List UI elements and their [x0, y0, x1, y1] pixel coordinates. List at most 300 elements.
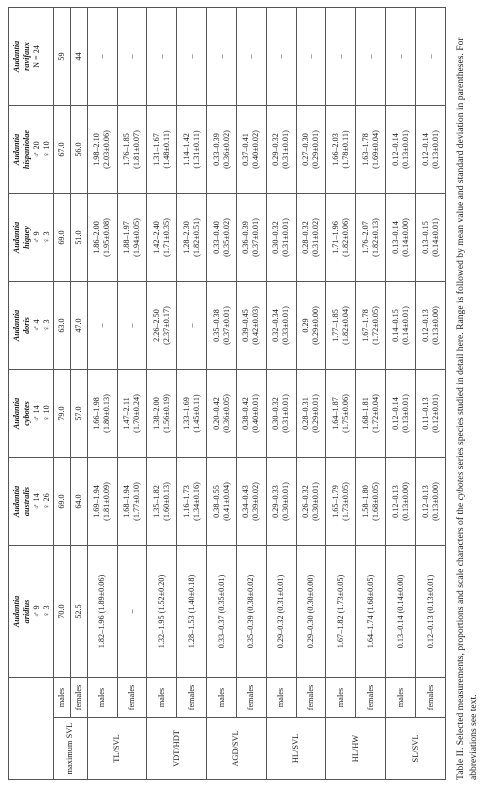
- cell-range: 0.33–0.37 (0.35±0.01): [216, 574, 226, 649]
- cell-range: 64.0: [73, 494, 83, 509]
- cell-range: 0.12–0.14: [390, 133, 400, 166]
- table-cell: [416, 282, 446, 370]
- table-cell: [296, 370, 326, 458]
- table-row: [236, 8, 266, 780]
- table-cell: [416, 546, 446, 678]
- cell-range: 0.12–0.14: [420, 133, 430, 166]
- cell-range: 79.0: [56, 406, 66, 421]
- table-cell: [70, 370, 87, 458]
- cell-mean: (0.13±0.00): [400, 482, 410, 521]
- cell-range: –: [186, 323, 196, 328]
- cell-mean: (1.81±0.07): [131, 130, 141, 169]
- table-cell: [147, 370, 177, 458]
- table-row: [147, 8, 177, 780]
- cell-mean: (0.30±0.01): [311, 482, 321, 521]
- sex-label: females: [117, 678, 147, 718]
- cell-range: 0.13–0.14: [390, 221, 400, 254]
- sex-label: females: [296, 678, 326, 718]
- cell-range: 0.12–0.13: [390, 485, 400, 518]
- table-cell: [177, 194, 207, 282]
- cell-range: –: [335, 54, 345, 59]
- table-cell: [386, 546, 416, 678]
- cell-range: 0.35–0.39 (0.38±0.02): [246, 574, 256, 649]
- table-cell: [266, 370, 296, 458]
- cell-mean: (2.37±0.17): [161, 306, 171, 345]
- cell-mean: (1.94±0.05): [131, 218, 141, 257]
- table-cell: [356, 8, 386, 106]
- table-row: [386, 8, 416, 780]
- table-cell: [296, 8, 326, 106]
- cell-mean: (1.48±0.11): [161, 130, 171, 169]
- table-cell: [326, 8, 356, 106]
- cell-mean: (1.95±0.08): [102, 218, 112, 257]
- table-cell: [416, 194, 446, 282]
- species-name: australis: [22, 486, 31, 517]
- sex-label: females: [236, 678, 266, 718]
- species-header: [9, 370, 54, 458]
- cell-range: 0.29: [301, 318, 311, 333]
- cell-range: 0.12–0.13 (0.13±0.01): [425, 574, 435, 649]
- table-row: [266, 8, 296, 780]
- cell-range: –: [276, 54, 286, 59]
- cell-range: –: [126, 323, 136, 328]
- table-cell: [386, 370, 416, 458]
- table-row: [207, 8, 237, 780]
- cell-range: 0.12–0.13: [420, 309, 430, 342]
- measurement-label: VDT/HDT: [147, 718, 207, 780]
- table-cell: [356, 458, 386, 546]
- cell-mean: (1.75±0.06): [340, 394, 350, 433]
- cell-range: 0.29–0.30 (0.30±0.00): [306, 574, 316, 649]
- measurement-label: HL/HW: [326, 718, 386, 780]
- species-genus: Audantia: [12, 595, 21, 628]
- cell-mean: (0.14±0.00): [400, 218, 410, 257]
- table-cell: [296, 106, 326, 194]
- table-cell: [296, 194, 326, 282]
- cell-range: 1.67–1.78: [360, 309, 370, 342]
- cell-range: 59: [56, 52, 66, 61]
- cell-mean: (0.31±0.01): [281, 394, 291, 433]
- table-row: [54, 8, 71, 780]
- table-cell: [207, 282, 237, 370]
- species-name: cybotes: [22, 401, 31, 426]
- table-cell: [416, 370, 446, 458]
- table-cell: [296, 458, 326, 546]
- cell-range: 1.64–1.74 (1.68±0.05): [365, 574, 375, 649]
- sex-label: males: [54, 678, 71, 718]
- cell-mean: (1.70±0.24): [131, 394, 141, 433]
- sex-label: males: [87, 678, 117, 718]
- cell-mean: (0.14±0.01): [430, 218, 440, 257]
- sex-label: males: [147, 678, 177, 718]
- table-row: [296, 8, 326, 780]
- cell-mean: (1.80±0.13): [102, 394, 112, 433]
- table-cell: [266, 106, 296, 194]
- cell-range: 1.65–1.79: [330, 485, 340, 518]
- table-cell: [147, 106, 177, 194]
- species-females: ♀ 10: [42, 141, 51, 158]
- cell-range: 1.28–2.30: [181, 221, 191, 254]
- species-header: [9, 8, 54, 106]
- table-cell: [386, 106, 416, 194]
- table-cell: [177, 8, 207, 106]
- cell-range: 1.35–1.82: [151, 485, 161, 518]
- cell-range: –: [365, 54, 375, 59]
- cell-range: 0.34–0.43: [241, 485, 251, 518]
- cell-range: 0.33–0.39: [211, 133, 221, 166]
- table-cell: [147, 282, 177, 370]
- table-row: [356, 8, 386, 780]
- cell-range: 44: [73, 52, 83, 61]
- species-name: doris: [22, 317, 31, 334]
- table-cell: [54, 194, 71, 282]
- table-cell: [356, 194, 386, 282]
- cell-mean: (0.29±0.01): [311, 130, 321, 169]
- table-cell: [236, 8, 266, 106]
- table-cell: [356, 106, 386, 194]
- cell-mean: (0.13±0.01): [400, 394, 410, 433]
- table-cell: [87, 458, 117, 546]
- table-cell: [356, 546, 386, 678]
- cell-mean: (1.77±0.10): [131, 482, 141, 521]
- cell-mean: (0.12±0.01): [430, 394, 440, 433]
- cell-range: 0.12–0.13: [420, 485, 430, 518]
- species-name: ravifaux: [22, 42, 31, 71]
- table-cell: [147, 546, 177, 678]
- sex-label: females: [177, 678, 207, 718]
- cell-range: 51.0: [73, 230, 83, 245]
- cell-range: 0.38–0.42: [241, 397, 251, 430]
- cell-mean: (1.45±0.11): [191, 394, 201, 433]
- cell-range: –: [216, 54, 226, 59]
- measurements-table: [8, 7, 446, 780]
- sex-label: females: [416, 678, 446, 718]
- cell-range: 1.76–2.07: [360, 221, 370, 254]
- table-cell: [117, 370, 147, 458]
- table-cell: [117, 546, 147, 678]
- cell-mean: (1.60±0.13): [161, 482, 171, 521]
- table-cell: [326, 106, 356, 194]
- cell-range: 0.38–0.55: [211, 485, 221, 518]
- measurement-label: AGD/SVL: [207, 718, 267, 780]
- table-row: [416, 8, 446, 780]
- cell-range: 0.13–0.15: [420, 221, 430, 254]
- species-females: ♀ 3: [42, 231, 51, 244]
- cell-range: 1.42–2.40: [151, 221, 161, 254]
- cell-range: –: [126, 54, 136, 59]
- table-cell: [87, 194, 117, 282]
- cell-range: 1.28–1.53 (1.40±0.18): [186, 574, 196, 649]
- species-females: ♀ 10: [42, 405, 51, 422]
- table-cell: [54, 8, 71, 106]
- species-header: [9, 194, 54, 282]
- cell-range: 1.38–2.00: [151, 397, 161, 430]
- table-cell: [236, 282, 266, 370]
- cell-mean: (1.71±0.35): [161, 218, 171, 257]
- cell-range: 1.71–1.96: [330, 221, 340, 254]
- table-cell: [147, 194, 177, 282]
- table-cell: [266, 8, 296, 106]
- table-cell: [266, 546, 296, 678]
- table-cell: [177, 106, 207, 194]
- cell-range: 1.64–1.87: [330, 397, 340, 430]
- measurement-label: TL/SVL: [87, 718, 147, 780]
- cell-mean: (0.31±0.02): [311, 218, 321, 257]
- table-cell: [236, 194, 266, 282]
- table-cell: [87, 8, 117, 106]
- table-cell: [117, 282, 147, 370]
- cell-range: 1.69–1.94: [92, 485, 102, 518]
- cell-range: 70.0: [56, 604, 66, 619]
- table-cell: [117, 194, 147, 282]
- table-cell: [386, 194, 416, 282]
- cell-mean: (0.31±0.01): [281, 130, 291, 169]
- table-cell: [87, 370, 117, 458]
- cell-range: 1.88–1.97: [121, 221, 131, 254]
- table-cell: [416, 458, 446, 546]
- table-caption: [455, 10, 480, 780]
- cell-mean: (1.72±0.05): [370, 306, 380, 345]
- table-cell: [147, 458, 177, 546]
- table-cell: [177, 370, 207, 458]
- table-cell: [386, 282, 416, 370]
- species-males: ♂ 4: [32, 319, 41, 332]
- cell-mean: (0.14±0.01): [400, 306, 410, 345]
- species-genus: Audantia: [12, 397, 21, 430]
- cell-mean: (0.36±0.02): [221, 130, 231, 169]
- cell-mean: (0.40±0.02): [251, 130, 261, 169]
- caption-prefix: Table II. Selected measurements, proportions and scale characters of the: [455, 502, 466, 780]
- table-cell: [236, 370, 266, 458]
- table-cell: [207, 458, 237, 546]
- species-header: [9, 546, 54, 678]
- cell-mean: (0.30±0.01): [281, 482, 291, 521]
- table-row: [326, 8, 356, 780]
- species-header: [9, 282, 54, 370]
- sex-label: males: [266, 678, 296, 718]
- cell-range: –: [425, 54, 435, 59]
- table-cell: [266, 282, 296, 370]
- table-row: [177, 8, 207, 780]
- table-cell: [70, 458, 87, 546]
- sex-label: females: [356, 678, 386, 718]
- cell-mean: (0.13±0.00): [430, 306, 440, 345]
- cell-range: –: [395, 54, 405, 59]
- table-cell: [70, 282, 87, 370]
- cell-range: 0.36–0.39: [241, 221, 251, 254]
- species-males: ♂ 9: [32, 231, 41, 244]
- cell-range: 1.66–2.03: [330, 133, 340, 166]
- table-cell: [207, 8, 237, 106]
- cell-mean: (1.82±0.06): [340, 218, 350, 257]
- sex-label: females: [70, 678, 87, 718]
- cell-range: 0.33–0.40: [211, 221, 221, 254]
- cell-range: 0.35–0.38: [211, 309, 221, 342]
- table-cell: [70, 194, 87, 282]
- table-cell: [236, 546, 266, 678]
- measurement-label: SL/SVL: [386, 718, 446, 780]
- table-cell: [54, 546, 71, 678]
- cell-mean: (1.69±0.04): [370, 130, 380, 169]
- table-cell: [236, 106, 266, 194]
- cell-mean: (0.36±0.05): [221, 394, 231, 433]
- table-cell: [296, 546, 326, 678]
- species-header: [9, 106, 54, 194]
- cell-mean: (0.13±0.01): [430, 130, 440, 169]
- caption-group-name: cybotes: [455, 471, 466, 501]
- species-males: N = 24: [32, 45, 41, 68]
- table-cell: [87, 546, 117, 678]
- table-cell: [207, 546, 237, 678]
- species-males: ♂ 9: [32, 605, 41, 618]
- table-cell: [117, 8, 147, 106]
- table-cell: [117, 106, 147, 194]
- table-cell: [266, 194, 296, 282]
- cell-range: 52.5: [73, 604, 83, 619]
- table-row: [87, 8, 117, 780]
- cell-mean: (1.31±0.11): [191, 130, 201, 169]
- cell-mean: (1.82±0.04): [340, 306, 350, 345]
- species-name: aridius: [22, 599, 31, 624]
- cell-range: 0.20–0.42: [211, 397, 221, 430]
- cell-mean: (1.56±0.19): [161, 394, 171, 433]
- cell-mean: (0.37±0.01): [251, 218, 261, 257]
- table-cell: [54, 282, 71, 370]
- cell-mean: (1.34±0.16): [191, 482, 201, 521]
- cell-range: 1.16–1.73: [181, 485, 191, 518]
- cell-mean: (2.03±0.06): [102, 130, 112, 169]
- species-name: hispaniolae: [22, 129, 31, 170]
- species-name: higuey: [22, 226, 31, 249]
- cell-range: 0.29–0.33: [271, 485, 281, 518]
- cell-mean: (0.13±0.00): [430, 482, 440, 521]
- caption-suffix: series species studied in detail here. Range is followed by mean value and standard deviation in parentheses. For abbreviations see text.: [455, 37, 479, 780]
- table-cell: [177, 546, 207, 678]
- cell-mean: (0.42±0.03): [251, 306, 261, 345]
- cell-mean: (0.41±0.04): [221, 482, 231, 521]
- cell-range: 0.29–0.32 (0.31±0.01): [276, 574, 286, 649]
- cell-range: 1.33–1.69: [181, 397, 191, 430]
- cell-range: 0.12–0.14: [390, 397, 400, 430]
- cell-mean: (1.81±0.09): [102, 482, 112, 521]
- sex-label: males: [326, 678, 356, 718]
- species-males: ♂ 14: [32, 493, 41, 510]
- table-cell: [87, 106, 117, 194]
- table-cell: [296, 282, 326, 370]
- table-cell: [54, 458, 71, 546]
- cell-range: –: [97, 54, 107, 59]
- cell-range: 1.68–1.81: [360, 397, 370, 430]
- cell-range: 1.86–2.00: [92, 221, 102, 254]
- table-row: [70, 8, 87, 780]
- cell-range: 69.0: [56, 230, 66, 245]
- table-cell: [326, 282, 356, 370]
- cell-range: 0.37–0.41: [241, 133, 251, 166]
- table-body: [54, 8, 446, 780]
- cell-range: 0.29–0.32: [271, 133, 281, 166]
- cell-range: 1.14–1.42: [181, 133, 191, 166]
- cell-range: 0.13–0.14 (0.14±0.00): [395, 574, 405, 649]
- cell-range: 0.27–0.30: [301, 133, 311, 166]
- table-cell: [416, 106, 446, 194]
- table-cell: [326, 194, 356, 282]
- cell-mean: (1.78±0.11): [340, 130, 350, 169]
- cell-range: –: [186, 54, 196, 59]
- species-genus: Audantia: [12, 485, 21, 518]
- species-genus: Audantia: [12, 133, 21, 166]
- corner-cell: [9, 678, 54, 780]
- cell-range: 0.30–0.32: [271, 397, 281, 430]
- cell-range: 1.67–1.82 (1.73±0.05): [335, 574, 345, 649]
- cell-mean: (1.82±0.51): [191, 218, 201, 257]
- table-cell: [266, 458, 296, 546]
- table-cell: [54, 106, 71, 194]
- species-genus: Audantia: [12, 309, 21, 342]
- cell-mean: (0.29±0.00): [311, 306, 321, 345]
- cell-range: 0.28–0.32: [301, 221, 311, 254]
- cell-mean: (0.39±0.02): [251, 482, 261, 521]
- cell-mean: (0.29±0.01): [311, 394, 321, 433]
- species-genus: Audantia: [12, 221, 21, 254]
- species-females: ♀ 3: [42, 605, 51, 618]
- cell-mean: (1.82±0.13): [370, 218, 380, 257]
- cell-range: 0.39–0.45: [241, 309, 251, 342]
- cell-range: 1.82–1.96 (1.89±0.06): [97, 574, 107, 649]
- cell-range: 0.30–0.32: [271, 221, 281, 254]
- cell-mean: (1.72±0.04): [370, 394, 380, 433]
- cell-range: –: [306, 54, 316, 59]
- species-females: ♀ 26: [42, 493, 51, 510]
- cell-range: 1.68–1.94: [121, 485, 131, 518]
- cell-range: 1.63–1.78: [360, 133, 370, 166]
- table-cell: [207, 370, 237, 458]
- cell-range: 1.58–1.80: [360, 485, 370, 518]
- cell-mean: (0.35±0.02): [221, 218, 231, 257]
- cell-mean: (0.31±0.01): [281, 218, 291, 257]
- cell-range: 1.66–1.98: [92, 397, 102, 430]
- cell-range: 1.76–1.85: [121, 133, 131, 166]
- cell-range: 1.31–1.67: [151, 133, 161, 166]
- cell-range: 57.0: [73, 406, 83, 421]
- table-cell: [416, 8, 446, 106]
- table-row: [117, 8, 147, 780]
- species-males: ♂ 20: [32, 141, 41, 158]
- table-cell: [326, 458, 356, 546]
- cell-range: 1.98–2.10: [92, 133, 102, 166]
- table-cell: [326, 546, 356, 678]
- cell-mean: (0.13±0.01): [400, 130, 410, 169]
- cell-mean: (0.33±0.01): [281, 306, 291, 345]
- cell-range: 47.0: [73, 318, 83, 333]
- species-header: [9, 458, 54, 546]
- table-cell: [54, 370, 71, 458]
- cell-mean: (1.68±0.05): [370, 482, 380, 521]
- cell-range: 1.47–2.11: [121, 397, 131, 430]
- species-females: ♀ 3: [42, 319, 51, 332]
- cell-range: –: [126, 609, 136, 614]
- sex-label: males: [386, 678, 416, 718]
- cell-mean: (0.37±0.01): [221, 306, 231, 345]
- cell-range: 1.32–1.95 (1.52±0.20): [156, 574, 166, 649]
- cell-range: 0.28–0.31: [301, 397, 311, 430]
- table-cell: [177, 282, 207, 370]
- cell-range: –: [156, 54, 166, 59]
- table-cell: [70, 546, 87, 678]
- table-cell: [70, 106, 87, 194]
- table-cell: [356, 282, 386, 370]
- measurement-label: HL/SVL: [266, 718, 326, 780]
- table-cell: [87, 282, 117, 370]
